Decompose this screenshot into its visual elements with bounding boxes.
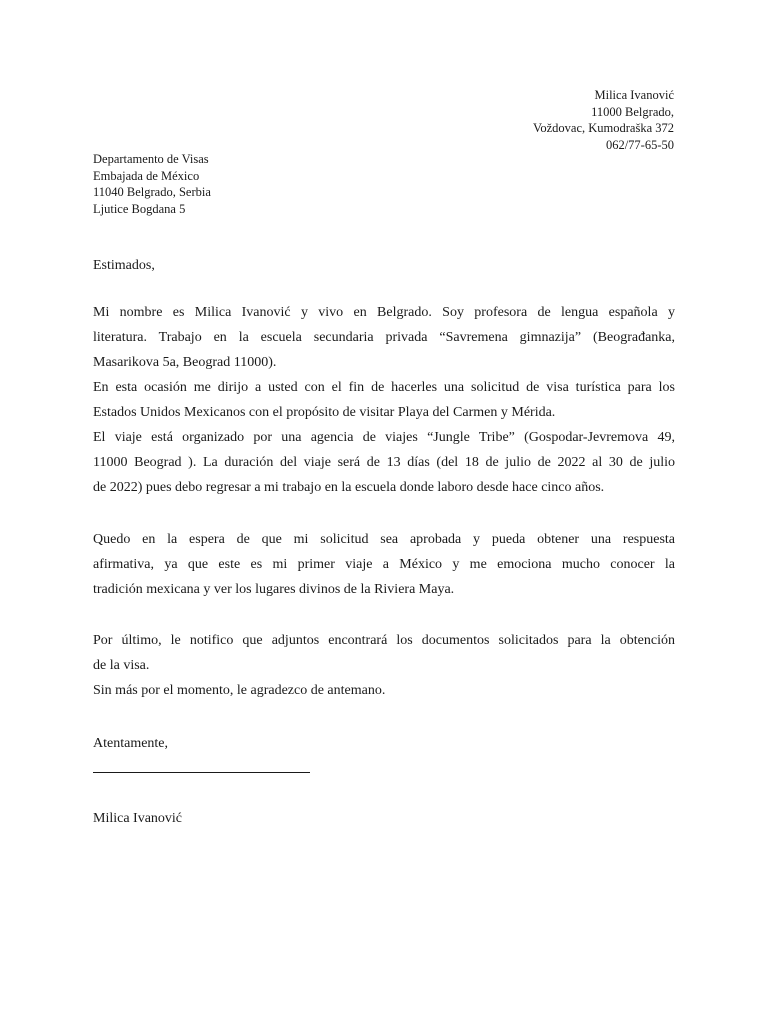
- recipient-address-block: [93, 151, 211, 217]
- paragraph-line: En esta ocasión me dirijo a usted con el fin de hacerles una solicitud de visa turística para los: [93, 380, 675, 395]
- signature-line: [93, 772, 310, 773]
- paragraph-line: Masarikova 5a, Beograd 11000).: [93, 355, 277, 370]
- paragraph-attachments: [93, 628, 675, 703]
- greeting: Estimados,: [93, 258, 155, 273]
- paragraph-line: de la visa.: [93, 658, 150, 673]
- paragraph-request: [93, 527, 675, 602]
- paragraph-line: afirmativa, ya que este es mi primer viaje a México y me emociona mucho conocer la: [93, 557, 675, 572]
- recipient-city: 11040 Belgrado, Serbia: [93, 185, 211, 199]
- paragraph-line: Mi nombre es Milica Ivanović y vivo en Belgrado. Soy profesora de lengua española y: [93, 305, 675, 320]
- paragraph-line: Por último, le notifico que adjuntos encontrará los documentos solicitados para la obtención: [93, 633, 675, 648]
- paragraph-line: El viaje está organizado por una agencia de viajes “Jungle Tribe” (Gospodar-Jevremova 49,: [93, 430, 675, 445]
- paragraph-line: 11000 Beograd ). La duración del viaje será de 13 días (del 18 de julio de 2022 al 30 de julio: [93, 455, 675, 470]
- sender-phone: 062/77-65-50: [605, 137, 674, 152]
- paragraph-line: literatura. Trabajo en la escuela secundaria privada “Savremena gimnazija” (Beograđanka,: [93, 330, 675, 345]
- signer-name: Milica Ivanović: [93, 811, 183, 826]
- paragraph-line: Estados Unidos Mexicanos con el propósito de visitar Playa del Carmen y Mérida.: [93, 405, 556, 420]
- sender-street: Voždovac, Kumodraška 372: [532, 121, 674, 135]
- paragraph-introduction: [93, 300, 675, 500]
- recipient-department: Departamento de Visas: [93, 152, 209, 166]
- sender-city: 11000 Belgrado,: [591, 104, 674, 119]
- recipient-street: Ljutice Bogdana 5: [93, 201, 186, 216]
- paragraph-line: Sin más por el momento, le agradezco de antemano.: [93, 683, 386, 698]
- paragraph-line: tradición mexicana y ver los lugares divinos de la Riviera Maya.: [93, 582, 455, 597]
- closing: Atentamente,: [93, 736, 169, 751]
- sender-address-block: [533, 87, 674, 153]
- recipient-embassy: Embajada de México: [93, 168, 200, 183]
- paragraph-line: de 2022) pues debo regresar a mi trabajo en la escuela donde laboro desde hace cinco años.: [93, 480, 605, 495]
- sender-name: Milica Ivanović: [594, 88, 674, 102]
- paragraph-line: Quedo en la espera de que mi solicitud sea aprobada y pueda obtener una respuesta: [93, 532, 675, 547]
